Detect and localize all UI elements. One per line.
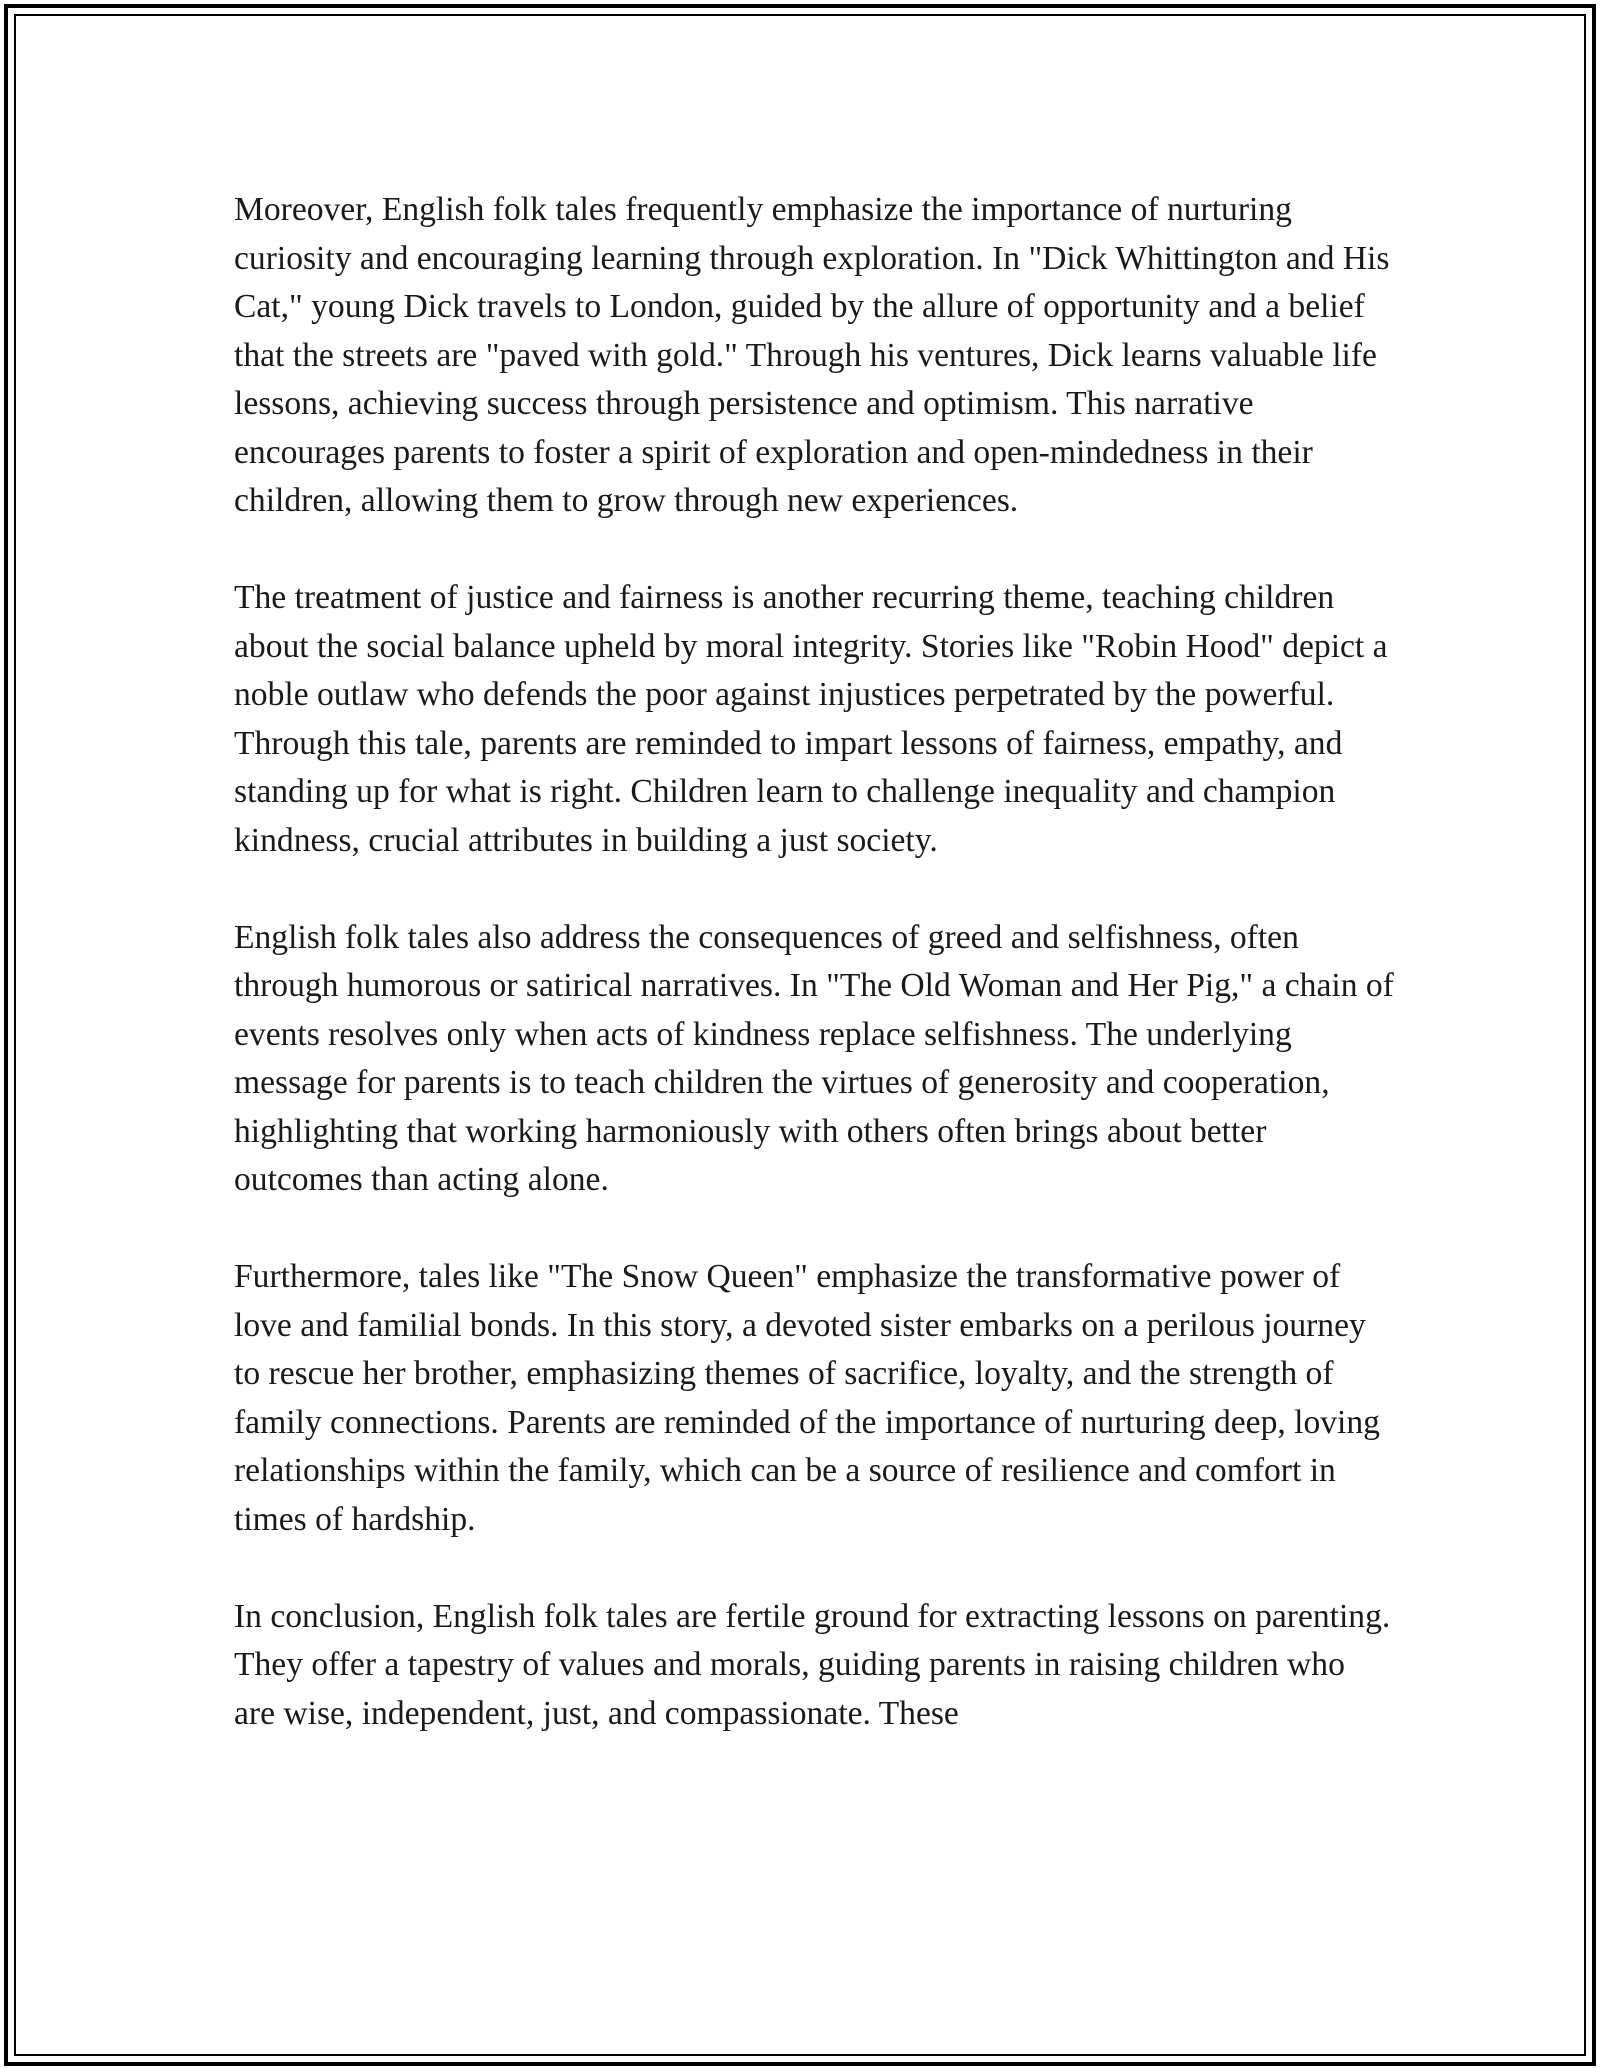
paragraph-justice: The treatment of justice and fairness is another recurring theme, teaching children about the social balance upheld by moral integrity. Stories like "Robin Hood" depict a noble outlaw who defends the poor against injustices perpetrated by the powerful. Through this tale, parents are reminded to impart lessons of fairness, empathy, and standing up for what is right. Children learn to challenge inequality and champion kindness, crucial attributes in building a just society. bbox=[234, 579, 1388, 859]
paragraph-conclusion: In conclusion, English folk tales are fertile ground for extracting lessons on parenting. They offer a tapestry of values and morals, guiding parents in raising children who are wise, independent, just, and compassionate. These bbox=[234, 1597, 1391, 1732]
paragraph-curiosity: Moreover, English folk tales frequently emphasize the importance of nurturing curiosity and encouraging learning through exploration. In "Dick Whittington and His Cat," young Dick travels to London, guided by the allure of opportunity and a belief that the streets are "paved with gold." Through his ventures, Dick learns valuable life lessons, achieving success through persistence and optimism. This narrative encourages parents to foster a spirit of exploration and open-mindedness in their children, allowing them to grow through new experiences. bbox=[234, 191, 1390, 519]
paragraph-love: Furthermore, tales like "The Snow Queen" emphasize the transformative power of love and familial bonds. In this story, a devoted sister embarks on a perilous journey to rescue her brother, emphasizing themes of sacrifice, loyalty, and the strength of family connections. Parents are reminded of the importance of nurturing deep, loving relationships within the family, which can be a source of resilience and comfort in times of hardship. bbox=[234, 1258, 1380, 1538]
document-body bbox=[234, 186, 1394, 1738]
paragraph-greed: English folk tales also address the consequences of greed and selfishness, often through humorous or satirical narratives. In "The Old Woman and Her Pig," a chain of events resolves only when acts of kindness replace selfishness. The underlying message for parents is to teach children the virtues of generosity and cooperation, highlighting that working harmoniously with others often brings about better outcomes than acting alone. bbox=[234, 918, 1394, 1198]
